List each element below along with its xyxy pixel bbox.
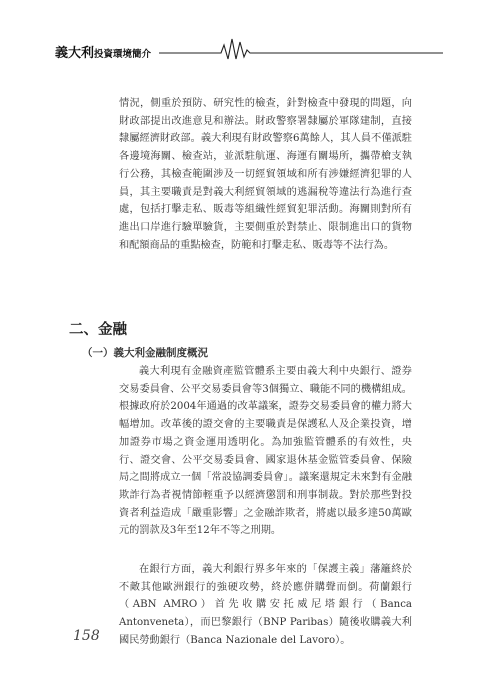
body-paragraph-1: 情況，側重於預防、研究性的檢查，針對檢查中發現的問題，向財政部提出改進意見和辦法。財政警察署隸屬於軍隊建制，直接隸屬經濟財政部。義大利現有財政警察6萬餘人，其人員不僅派駐各邊境海關、檢查站，並派駐航運、海運有關場所，攜帶槍支執行公務，其檢查範圍涉及一切經貿領域和所有涉嫌經濟犯罪的人員，其主要職責是對義大利經貿領域的逃漏稅等違法行為進行查處，包括打擊走私、販毒等組織性經貿犯罪活動。海關則對所有進出口岸進行驗單驗貨，主要側重於對禁止、限制進出口的貨物和配額商品的重點檢查，防範和打擊走私、販毒等不法行為。 bbox=[119, 98, 412, 251]
body-paragraph-2: 義大利現有金融資產監管體系主要由義大利中央銀行、證券交易委員會、公平交易委員會等3個獨立、職能不同的機構組成。根據政府於2004年通過的改革議案，證券交易委員會的權力將大幅增加。改革後的證交會的主要職責是保護私人及企業投資，增加證券市場之資金運用透明化。為加強監管體系的有效性，央行、證交會、公平交易委員會、國家退休基金監管委員會、保險局之間將成立一個「常設協調委員會」。議案還規定未來對有金融欺詐行為者視情節輕重予以經濟懲罰和刑事制裁。對於那些對投資者利益造成「嚴重影響」之金融詐欺者，將處以最多達50萬歐元的罰款及3年至12年不等之刑期。 bbox=[119, 366, 412, 537]
body-paragraph-3: 在銀行方面，義大利銀行界多年來的「保護主義」藩籬終於不敵其他歐洲銀行的強硬攻勢，終於應併購聲而倒。荷蘭銀行（ABN AMRO）首先收購安托威尼塔銀行（Banca Antonveneta），而巴黎銀行（BNP Paribas）隨後收購義大利國民勞動銀行（Banca Nazionale del Lavoro）。 bbox=[119, 564, 412, 646]
running-header bbox=[47, 36, 443, 62]
pulse-line-icon bbox=[47, 36, 443, 62]
page-number: 158 bbox=[73, 628, 100, 644]
header-title-main: 義大利 bbox=[55, 46, 95, 61]
section-heading: 二、金融 bbox=[69, 321, 127, 338]
header-title-sub: 投資環境簡介 bbox=[94, 49, 152, 60]
subsection-heading: （一）義大利金融制度概況 bbox=[82, 347, 208, 359]
